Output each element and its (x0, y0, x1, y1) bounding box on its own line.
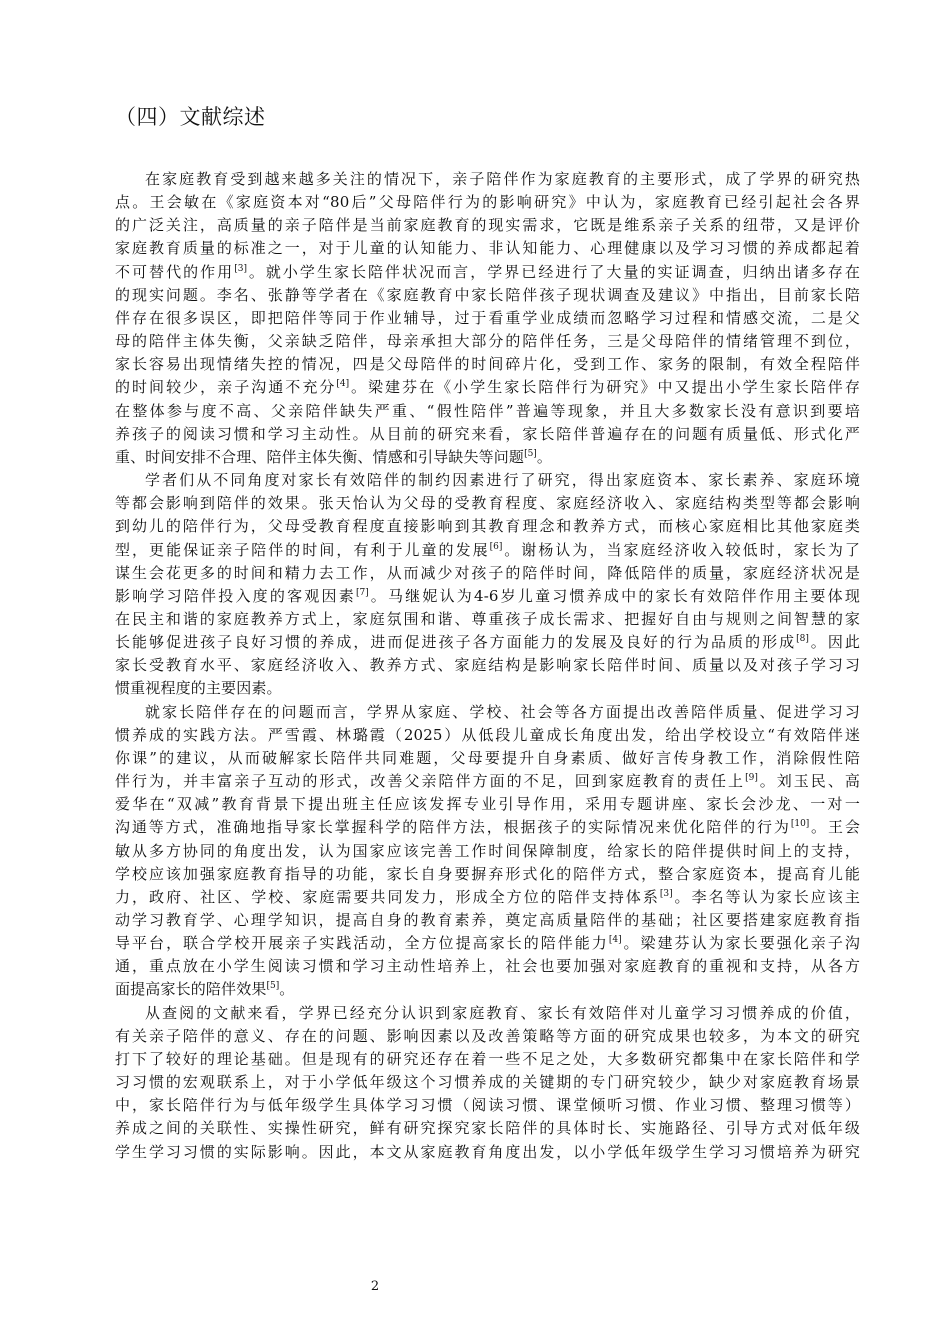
text-line (115, 631, 860, 654)
text-run: 。梁建芬在《小学生家长陪伴行为研究》中又提出小学生家长陪伴存 (349, 378, 860, 397)
citation-marker: [5] (524, 448, 537, 459)
text-run: 。梁建芬认为家长要强化亲子沟 (621, 934, 860, 953)
text-line (115, 1002, 860, 1025)
literature-review-body (115, 168, 860, 1164)
text-line (115, 353, 860, 376)
text-line (115, 446, 860, 469)
text-run: 的现实问题。李名、张静等学者在《家庭教育中家长陪伴孩子现状调查及建议》中指出，目前家长陪 (115, 285, 860, 304)
text-run: 伴存在很多误区，即把陪伴等同于作业辅导，过于看重学业成绩而忽略学习过程和情感交流，二是父 (115, 308, 860, 327)
text-line (115, 1117, 860, 1140)
text-run: 不可替代的作用 (115, 262, 235, 281)
text-line (115, 284, 860, 307)
citation-marker: [6] (489, 541, 503, 552)
text-line (115, 978, 860, 1001)
text-line (115, 191, 860, 214)
text-run: 通，重点放在小学生阅读习惯和学习主动性培养上，社会也要加强对家庭教育的重视和支持，从各方 (115, 957, 860, 976)
text-run: 。马继妮认为4-6岁儿童习惯养成中的家长有效陪伴作用主要体现 (368, 586, 860, 605)
text-line (115, 214, 860, 237)
citation-marker: [3] (659, 888, 673, 899)
citation-marker: [7] (355, 587, 369, 598)
paragraph (115, 701, 860, 1002)
text-line (115, 261, 860, 284)
text-run: 点。王会敏在《家庭资本对“80后”父母陪伴行为的影响研究》中认为，家庭教育已经引起社会各界 (115, 193, 860, 212)
text-line (115, 423, 860, 446)
text-run: 你课”的建议，从而破解家长陪伴共同难题，父母要提升自身素质、做好言传身教工作，消除假性陪 (115, 748, 860, 767)
paragraph (115, 1002, 860, 1164)
text-run: 惯养成的实践方法。严雪霞、林璐霞（2025）从低段儿童成长角度出发，给出学校设立“有效陪伴迷 (115, 725, 860, 744)
text-line (115, 1141, 860, 1164)
text-run: 。就小学生家长陪伴状况而言，学界已经进行了大量的实证调查，归纳出诸多存在 (246, 262, 860, 281)
text-run: 力，政府、社区、学校、家庭需要共同发力，形成全方位的陪伴支持体系 (115, 887, 660, 906)
text-run: 家长容易出现情绪失控的情况，四是父母陪伴的时间碎片化，受到工作、家务的限制，有效全程陪伴 (115, 355, 860, 374)
text-run: 学者们从不同角度对家长有效陪伴的制约因素进行了研究，得出家庭资本、家长素养、家庭环境 (145, 471, 860, 490)
text-run: 有关亲子陪伴的意义、存在的问题、影响因素以及改善策略等方面的研究成果也较多，为本文的研究 (115, 1026, 860, 1045)
text-run: 长能够促进孩子良好习惯的养成，进而促进孩子各方面能力的发展及良好的行为品质的形成 (115, 633, 797, 652)
text-run: 打下了较好的理论基础。但是现有的研究还存在着一些不足之处，大多数研究都集中在家长陪伴和学 (115, 1049, 860, 1068)
text-line (115, 492, 860, 515)
text-run: 的时间较少，亲子沟通不充分 (115, 378, 337, 397)
citation-marker: [8] (796, 634, 809, 645)
text-line (115, 793, 860, 816)
text-run: 就家长陪伴存在的问题而言，学界从家庭、学校、社会等各方面提出改善陪伴质量、促进学习习 (145, 702, 860, 721)
text-line (115, 724, 860, 747)
text-run: 面提高家长的陪伴效果 (115, 980, 267, 999)
citation-marker: [10] (790, 819, 810, 830)
text-line (115, 515, 860, 538)
text-line (115, 886, 860, 909)
text-run: 型，更能保证亲子陪伴的时间，有利于儿童的发展 (115, 540, 490, 559)
text-line (115, 539, 860, 562)
text-line (115, 932, 860, 955)
text-run: 从查阅的文献来看，学界已经充分认识到家庭教育、家长有效陪伴对儿童学习习惯养成的价值， (145, 1003, 860, 1022)
text-line (115, 1071, 860, 1094)
text-run: 动学习教育学、心理学知识，提高自身的教育素养，奠定高质量陪伴的基础；社区要搭建家庭教育指 (115, 911, 860, 929)
text-line (115, 840, 860, 863)
text-line (115, 677, 860, 700)
text-line (115, 654, 860, 677)
text-run: 中，家长陪伴行为与低年级学生具体学习习惯（阅读习惯、课堂倾听习惯、作业习惯、整理习惯等） (115, 1096, 860, 1115)
paragraph (115, 469, 860, 701)
text-line (115, 1094, 860, 1117)
text-run: 习习惯的宏观联系上，对于小学低年级这个习惯养成的关键期的专门研究较少，缺少对家庭教育场景 (115, 1073, 860, 1092)
text-run: 。谢杨认为，当家庭经济收入较低时，家长为了 (502, 540, 860, 559)
text-line (115, 237, 860, 260)
citation-marker: [4] (336, 379, 350, 390)
text-run: 。因此 (808, 633, 860, 652)
text-run: 谋生会花更多的时间和精力去工作，从而减少对孩子的陪伴时间，降低陪伴的质量，家庭经济状况是 (115, 563, 860, 582)
text-run: 等都会影响到陪伴的效果。张天怡认为父母的受教育程度、家庭经济收入、家庭结构类型等都会影响 (115, 494, 860, 513)
text-line (115, 1025, 860, 1048)
citation-marker: [3] (234, 263, 247, 274)
text-run: 。刘玉民、高 (757, 772, 860, 791)
text-run: 。李名等认为家长应该主 (672, 887, 860, 906)
text-run: 母的陪伴主体失衡，父亲缺乏陪伴，母亲承担大部分的陪伴任务，三是父母陪伴的情绪管理不到位， (115, 332, 860, 351)
citation-marker: [9] (745, 773, 758, 784)
text-line (115, 955, 860, 978)
text-run: 养成之间的关联性、实操性研究，鲜有研究探究家长陪伴的具体时长、实施路径、引导方式对低年级 (115, 1119, 860, 1138)
text-run: 到幼儿的陪伴行为，父母受教育程度直接影响到其教育理念和教养方式，而核心家庭相比其他家庭类 (115, 517, 860, 536)
text-run: 家长受教育水平、家庭经济收入、教养方式、家庭结构是影响家长陪伴时间、质量以及对孩子学习习 (115, 656, 860, 675)
page-number: 2 (370, 1279, 380, 1294)
text-line (115, 168, 860, 191)
text-line (115, 747, 860, 770)
text-line (115, 562, 860, 585)
text-line (115, 701, 860, 724)
citation-marker: [5] (266, 981, 280, 992)
text-run: 学校应该加强家庭教育指导的功能，家长自身要摒弃形式化的陪伴方式，整合家庭资本，提高育儿能 (115, 864, 860, 883)
text-line (115, 1048, 860, 1071)
text-run: 爱华在“双减”教育背景下提出班主任应该发挥专业引导作用，采用专题讲座、家长会沙龙、一对一 (115, 795, 860, 814)
text-line (115, 376, 860, 399)
text-run: 沟通等方式，准确地指导家长掌握科学的陪伴方法，根据孩子的实际情况来优化陪伴的行为 (115, 818, 791, 837)
text-line (115, 585, 860, 608)
text-run: 影响学习陪伴投入度的客观因素 (115, 586, 356, 605)
text-line (115, 909, 860, 932)
text-line (115, 816, 860, 839)
text-run: 的广泛关注，高质量的亲子陪伴是当前家庭教育的现实需求，它既是维系亲子关系的纽带，又是评价 (115, 216, 860, 235)
text-run: 重、时间安排不合理、陪伴主体失衡、情感和引导缺失等问题 (115, 447, 525, 466)
text-run: 。 (536, 447, 552, 466)
text-run: 家庭教育质量的标准之一，对于儿童的认知能力、非认知能力、心理健康以及学习习惯的养成都起着 (115, 239, 860, 258)
text-line (115, 770, 860, 793)
text-run: 养孩子的阅读习惯和学习主动性。从目前的研究来看，家长陪伴普遍存在的问题有质量低、形式化严 (115, 424, 860, 443)
section-heading: （四）文献综述 (115, 105, 266, 129)
text-line (115, 608, 860, 631)
citation-marker: [4] (608, 935, 622, 946)
text-run: 伴行为，并丰富亲子互动的形式，改善父亲陪伴方面的不足，回到家庭教育的责任上 (115, 772, 746, 791)
text-run: 在家庭教育受到越来越多关注的情况下，亲子陪伴作为家庭教育的主要形式，成了学界的研究热 (145, 170, 860, 188)
paragraph (115, 168, 860, 469)
text-run: 。王会 (809, 818, 860, 837)
text-run: 导平台，联合学校开展亲子实践活动，全方位提高家长的陪伴能力 (115, 934, 609, 953)
text-run: 敏从多方协同的角度出发，认为国家应该完善工作时间保障制度，给家长的陪伴提供时间上的支持， (115, 841, 860, 860)
text-line (115, 863, 860, 886)
text-run: 学生学习习惯的实际影响。因此，本文从家庭教育角度出发，以小学低年级学生学习习惯培养为研究 (115, 1142, 860, 1161)
text-line (115, 400, 860, 423)
text-run: 在民主和谐的家庭教养方式上，家庭氛围和谐、尊重孩子成长需求、把握好自由与规则之间智慧的家 (115, 609, 860, 628)
text-line (115, 330, 860, 353)
text-run: 。 (279, 980, 295, 999)
text-line (115, 307, 860, 330)
text-run: 惯重视程度的主要因素。 (115, 679, 282, 698)
text-run: 在整体参与度不高、父亲陪伴缺失严重、“假性陪伴”普遍等现象，并且大多数家长没有意识到要培 (115, 401, 860, 420)
text-line (115, 469, 860, 492)
